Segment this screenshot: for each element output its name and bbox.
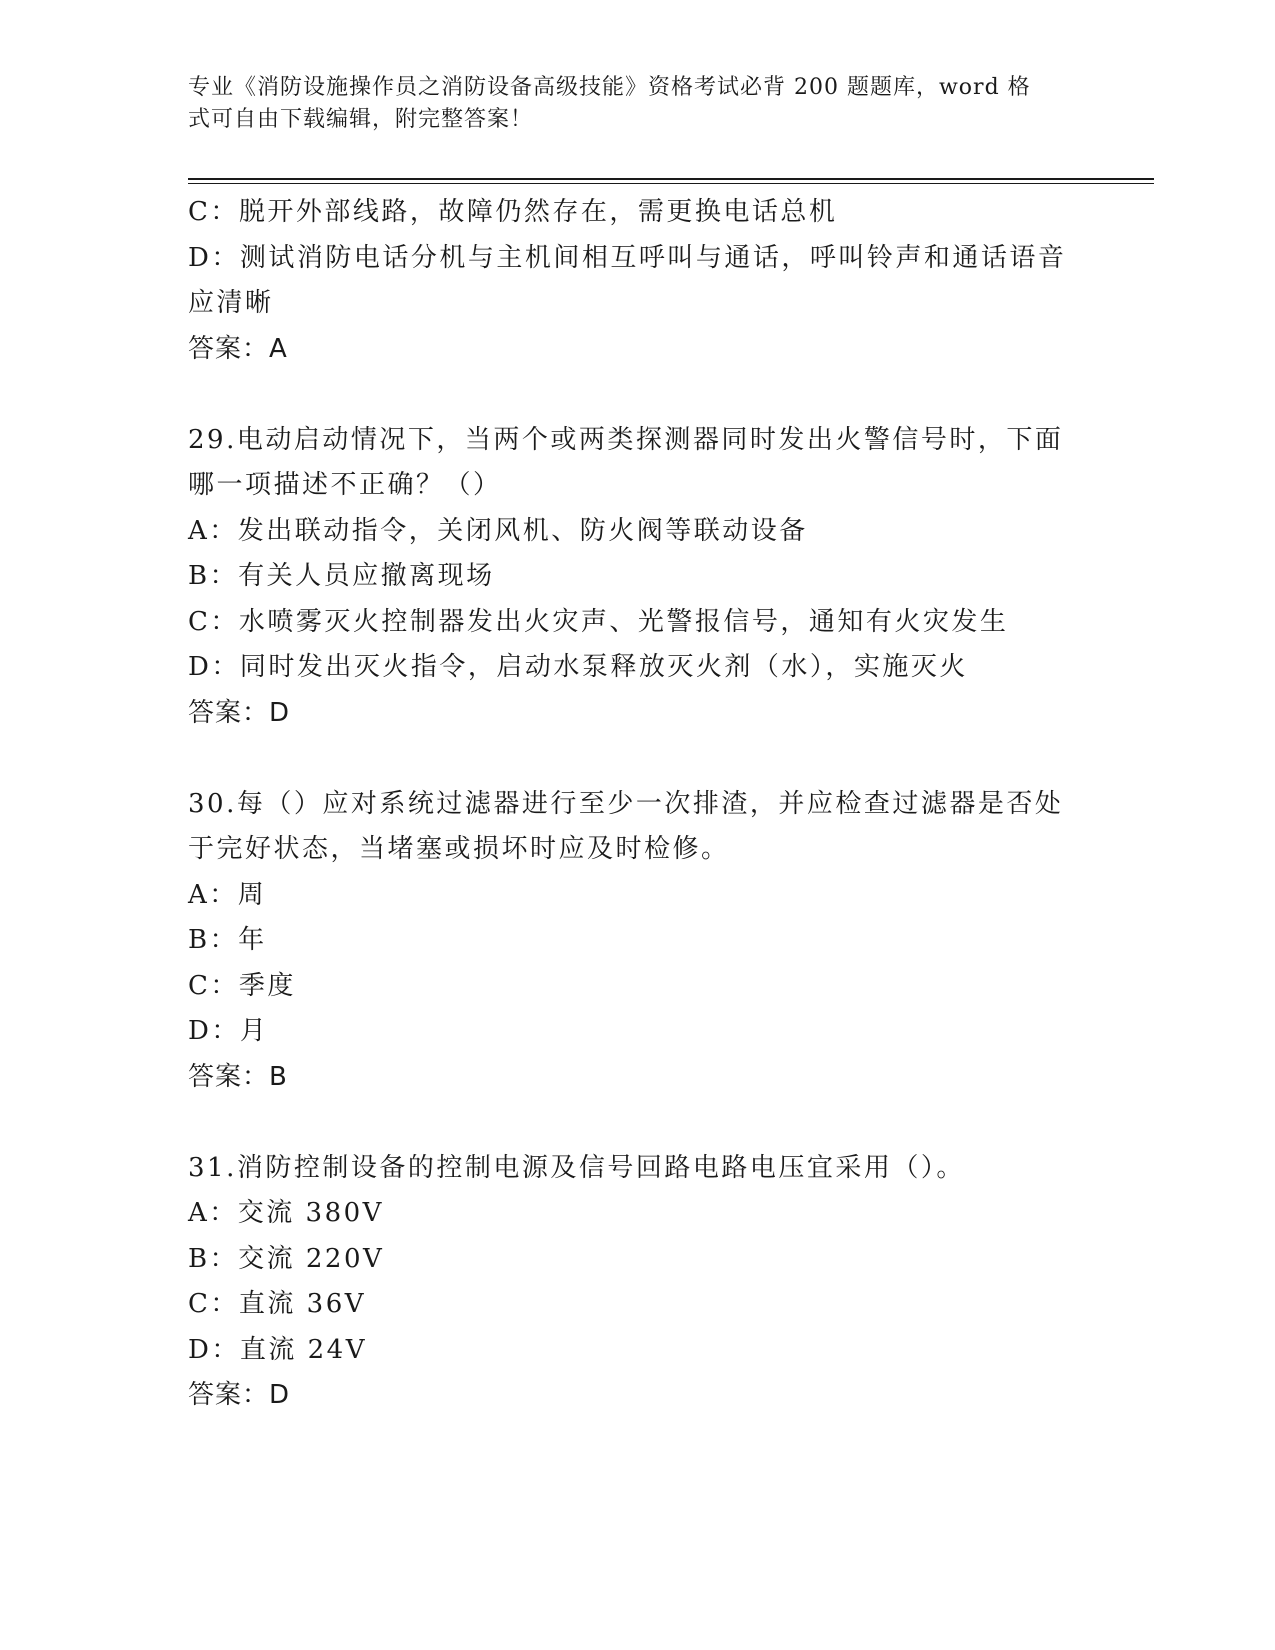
question-stem-continued: 哪一项描述不正确？（） <box>188 470 502 500</box>
option-d: D：测试消防电话分机与主机间相互呼叫与通话，呼叫铃声和通话语音 <box>188 242 1067 273</box>
question-spacer <box>188 736 1088 782</box>
option-b: B：年 <box>188 925 267 955</box>
option-d: D：同时发出灭火指令，启动水泵释放灭火剂（水），实施灭火 <box>188 652 968 682</box>
header-divider-thick <box>188 178 1154 180</box>
question-stem-continued: 于完好状态，当堵塞或损坏时应及时检修。 <box>188 834 730 864</box>
option-a: A：周 <box>188 879 267 910</box>
question-stem: 30.每（）应对系统过滤器进行至少一次排渣，并应检查过滤器是否处 <box>188 788 1064 819</box>
question-stem: 31.消防控制设备的控制电源及信号回路电路电压宜采用（）。 <box>188 1152 965 1183</box>
answer-line: 答案：B <box>188 1061 288 1092</box>
option-b: B：交流 220V <box>188 1243 385 1274</box>
document-header <box>188 72 1068 136</box>
option-d: D：直流 24V <box>188 1334 367 1365</box>
question-29 <box>188 418 1088 737</box>
question-30 <box>188 782 1088 1101</box>
option-b: B：有关人员应撤离现场 <box>188 561 495 591</box>
option-c: C：直流 36V <box>188 1289 367 1319</box>
question-spacer <box>188 372 1088 418</box>
question-list <box>188 190 1088 1419</box>
answer-line: 答案：A <box>188 333 288 364</box>
option-c: C：季度 <box>188 970 296 1001</box>
header-line-1: 专业《消防设施操作员之消防设备高级技能》资格考试必背 200 题题库，word 格 <box>188 75 1031 100</box>
question-spacer <box>188 1100 1088 1146</box>
header-line-2: 式可自由下载编辑，附完整答案！ <box>188 107 534 132</box>
header-divider-thin <box>188 183 1154 184</box>
option-d: D：月 <box>188 1016 269 1046</box>
question-31 <box>188 1146 1088 1419</box>
answer-line: 答案：D <box>188 1380 291 1410</box>
option-d-continued: 应清晰 <box>188 288 274 318</box>
option-a: A：发出联动指令，关闭风机、防火阀等联动设备 <box>188 515 808 546</box>
answer-line: 答案：D <box>188 697 291 728</box>
question-28-continued <box>188 190 1088 372</box>
option-c: C：水喷雾灭火控制器发出火灾声、光警报信号，通知有火灾发生 <box>188 606 1009 637</box>
option-c: C：脱开外部线路，故障仍然存在，需更换电话总机 <box>188 197 838 227</box>
question-stem: 29.电动启动情况下，当两个或两类探测器同时发出火警信号时，下面 <box>188 424 1064 455</box>
option-a: A：交流 380V <box>188 1198 384 1228</box>
